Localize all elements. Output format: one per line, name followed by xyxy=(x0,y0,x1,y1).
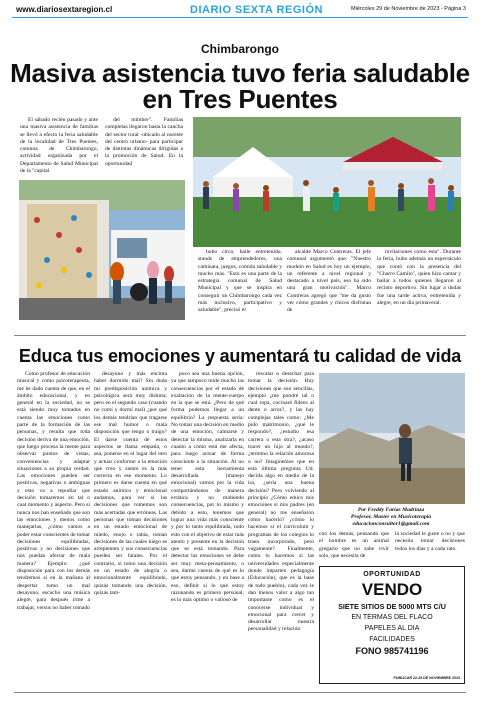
article2-col1-text: Como profesor de educación musical y como psicoterapeuta, me he dado cuenta de que, en el ámbito educacional, y en general en la sociedad, no se está siendo muy tomados en cuenta las emociones como parte de la formación de las personas, y resulta que toda decisión deriva de una emoción, que luego procesa la mente para observar puntos de vistas, conveniencias y adaptar situaciones a su propia verdad. Las emociones pueden ser positivas, negativas o ambiguas y esto va a repudiar que decisión tomaremos en tal o cual momento y aspecto. Pero si nunca nos han enseñado que son las emociones y menos como manejarlas, ¿cómo vamos a poder estar conscientes de tomar decisiones equilibradas, positivas y no decisiones que nos puedan afectar de mala manera? Ejemplo: ¿qué disposición para con los demás tendremos si en la mañana al despertar tomo un mal desayuno, escucho una música alegre, para después irme a trabajar, versus no haber tomado xyxy=(17,371,91,611)
article1-col4 xyxy=(287,249,371,316)
article1-col5-text: invitaciones como ésta". Durante la feria, hubo además un espectáculo que contó con la presencia del "Charro Camilo", quien hizo cantar y bailar a todos quienes llegaron al recinto deportivo. Sin lugar a dudas fue una tarde activa, entretenida y alegre, en un día primaveral. xyxy=(377,249,461,307)
ad-line6: FACILIDADES xyxy=(369,636,415,643)
site-url[interactable]: www.diariosextaregion.cl xyxy=(16,5,113,14)
article2-col1 xyxy=(17,371,90,613)
article2-col5b-text: la sociedad le guste o no y que necesita tomar decisiones todos los días y a cada rato. xyxy=(395,531,465,552)
article2-col4-text: rescatar o desechar para tomar la decisión. Hay decisiones que son sencillas, ejemplo ¿me pondré tal o cual ropa, cocinaré fideos al dente o arroz?, y las hay complejas tales como: ¿Me pido matrimonio, ¿qué le respondo?, ¿estudio esa carrera o esta otra?, ¿acaso tracer un hijo al mundo?, ¿termino la relación amorosa o no? Imaginemos que en esta última pregunta Ud. decida algo en medio de la ira, ¿sería una buena decisión? Pero volviendo al principio ¿Cómo educo mis emociones si mis padres (en general) no me enseñaron cómo hacerlo? ¿cómo lo hacemos si el currículum y programas de los colegios lo traen incorporado, pero vagamente? Finalmente, como lo hacemos si las universidades especialmente donde imparten pedagogía (Educación), que es la base de todo pueblo), cada vez le dan menos valor a algo tan importante como es el conocerse individual y emocional para crecer y desarrollar nuestra personalidad y relación xyxy=(248,371,314,633)
ad-line1: OPORTUNIDAD xyxy=(363,571,421,578)
ad-line5: PAPELES AL DIA xyxy=(364,625,420,632)
article2-col5a-text: con los demás, pensando que el hombre es un animal gregario que no sabe vivir solo, que necesita de xyxy=(319,531,389,559)
article1-col1-text: El sábado recién pasado y ante una masiva asistencia de familias se llevó a efecto la feria saludable de la localidad de Tres Puentes, comuna de Chimbarongo, actividad organizada por el Departamento de Salud Municipal de la "capital xyxy=(20,117,98,175)
article1-col2-text: del mimbre". Familias completas llegaron hasta la cancha del sector rural -ubicado al noreste del centro urbano- para participar de distintas dinámicas dirigidas a la promoción de Salud. En la oportunidad xyxy=(105,117,183,167)
article1-headline: Masiva asistencia tuvo feria saludable en Tres Puentes xyxy=(10,58,470,114)
article2-col2 xyxy=(94,371,167,598)
article2-col2-text: desayuno y más encima haber dormido mal? Sin duda mi predisposición anímica y psicológica será muy distinta; pero en el segundo caso (cuando no comí y dormí mal) ¿por qué los demás tendrían que tragarse ese mal humor o mala disposición que tengo o traigo? El darse cuenta de estos aspectos se llama empatía, o sea, ponerse en el lugar del otro y actuar conforme a la emoción que creo y siento es la más correcta en ese momento. Lo primero es darse cuenta en qué estado anímico y emocional andamos, para ver si las decisiones que tomemos son más acertadas que erróneas. Las personas que toman decisiones en un estado emocional de miedo, enojo o rabia, toman decisiones de las cuales luego se arrepienten y sus consecuencias pueden ser fatales. Por el contrario, si tomo una decisión en un estado de alegría o emocionalmente equilibrado, quizás tomando una decisión, quizás tam- xyxy=(94,371,167,596)
climbing-wall-photo xyxy=(19,180,185,320)
author-role: Profesor, Master en Musicoterapia xyxy=(350,514,432,520)
article1-kicker: Chimbarongo xyxy=(201,42,279,56)
article2-col3-text: poco sea una buena opción, ya que tampoco mide mucho las consecuencias por el estado de exaltación de la mente-cuerpo en la que se está. ¿Pero de qué forma podemos llegar a un equilibrio? La respuesta sería: No tomar una decisión en medio de una emoción, calmarse y detectar la misma, analizarla en cuanto a cómo está me afecta, para luego actuar de forma consciente a la situación. Al no tener esta herramienta desarrollada (manejo emocional) vamos por la vida comportándonos de manera errática y no midiendo consecuencias, por lo mismo y debido a esto, tenemos que lograr una vida más consciente y por lo tanto equilibrada, todo esto con el objetivo de estar más atento y presente en la decisión que se está tomando. Para detectar las emociones se debe ser muy meta-pensamiento, o sea, darme cuenta de qué es lo que estoy pensando, y en base a eso, definir si lo que estoy razonando es primero personal, es lo más óptimo o valioso de xyxy=(171,371,244,604)
newspaper-name: DIARIO SEXTA REGIÓN xyxy=(190,4,323,16)
ad-line2: VENDO xyxy=(361,580,423,599)
article1-col5 xyxy=(377,249,461,308)
ad-line4: EN TERMAS DEL FLACO xyxy=(351,614,433,621)
article2-headline: Educa tus emociones y aumentará tu calidad de vida xyxy=(18,346,462,366)
ad-line3: SIETE SITIOS DE 5000 MTS C/U xyxy=(338,602,446,611)
page-header xyxy=(12,4,468,18)
article1-col3-text: hubo circo, baile entretenido, stands de emprendedores, una caminata, juegos, comida saludable y mucho más. "Esto es una parte de la estrategia comunal de Salud Municipal y que se inspira en conseguir un Chimbarongo cada vez más inclusivo, participativo y saludable", precisó el xyxy=(198,249,282,314)
classified-ad xyxy=(319,566,465,684)
author-image xyxy=(319,373,465,504)
article2-col4 xyxy=(248,371,314,635)
article1-col2 xyxy=(105,117,183,169)
article2-col5b xyxy=(395,531,465,554)
author-email[interactable]: educacionconsultor1@gmail.com xyxy=(352,521,430,527)
bottom-divider xyxy=(14,692,466,693)
fair-crowd-photo xyxy=(193,117,461,247)
fair-crowd-image xyxy=(193,117,461,247)
article2-col3 xyxy=(171,371,244,606)
article1-col1 xyxy=(20,117,98,176)
ad-publication-note: PUBLICAR 22-29 DE NOVIEMBRE 2023 xyxy=(393,676,460,680)
ad-phone: FONO 985741196 xyxy=(355,646,429,656)
author-photo xyxy=(319,373,465,504)
article1-col4-text: alcalde Marco Contreras. El jefe comunal argumentó que: "Nuestro modelo en Salud es hoy un ejemplo, un referente a nivel regional y destacado a nivel país, eso ha sido una gran motivación". Marco Contreras agregó que "me da gusto ver cómo grandes y chicos disfrutan de xyxy=(287,249,371,314)
climbing-wall-image xyxy=(19,180,185,320)
issue-date: Miércoles 29 de Noviembre de 2023 - Página 3 xyxy=(351,6,466,12)
article2-col5a xyxy=(319,531,389,561)
section-divider xyxy=(14,335,466,336)
article1-col3 xyxy=(198,249,282,316)
author-name: Por Freddy Farías Madriaza xyxy=(357,507,425,513)
author-caption xyxy=(318,507,464,528)
